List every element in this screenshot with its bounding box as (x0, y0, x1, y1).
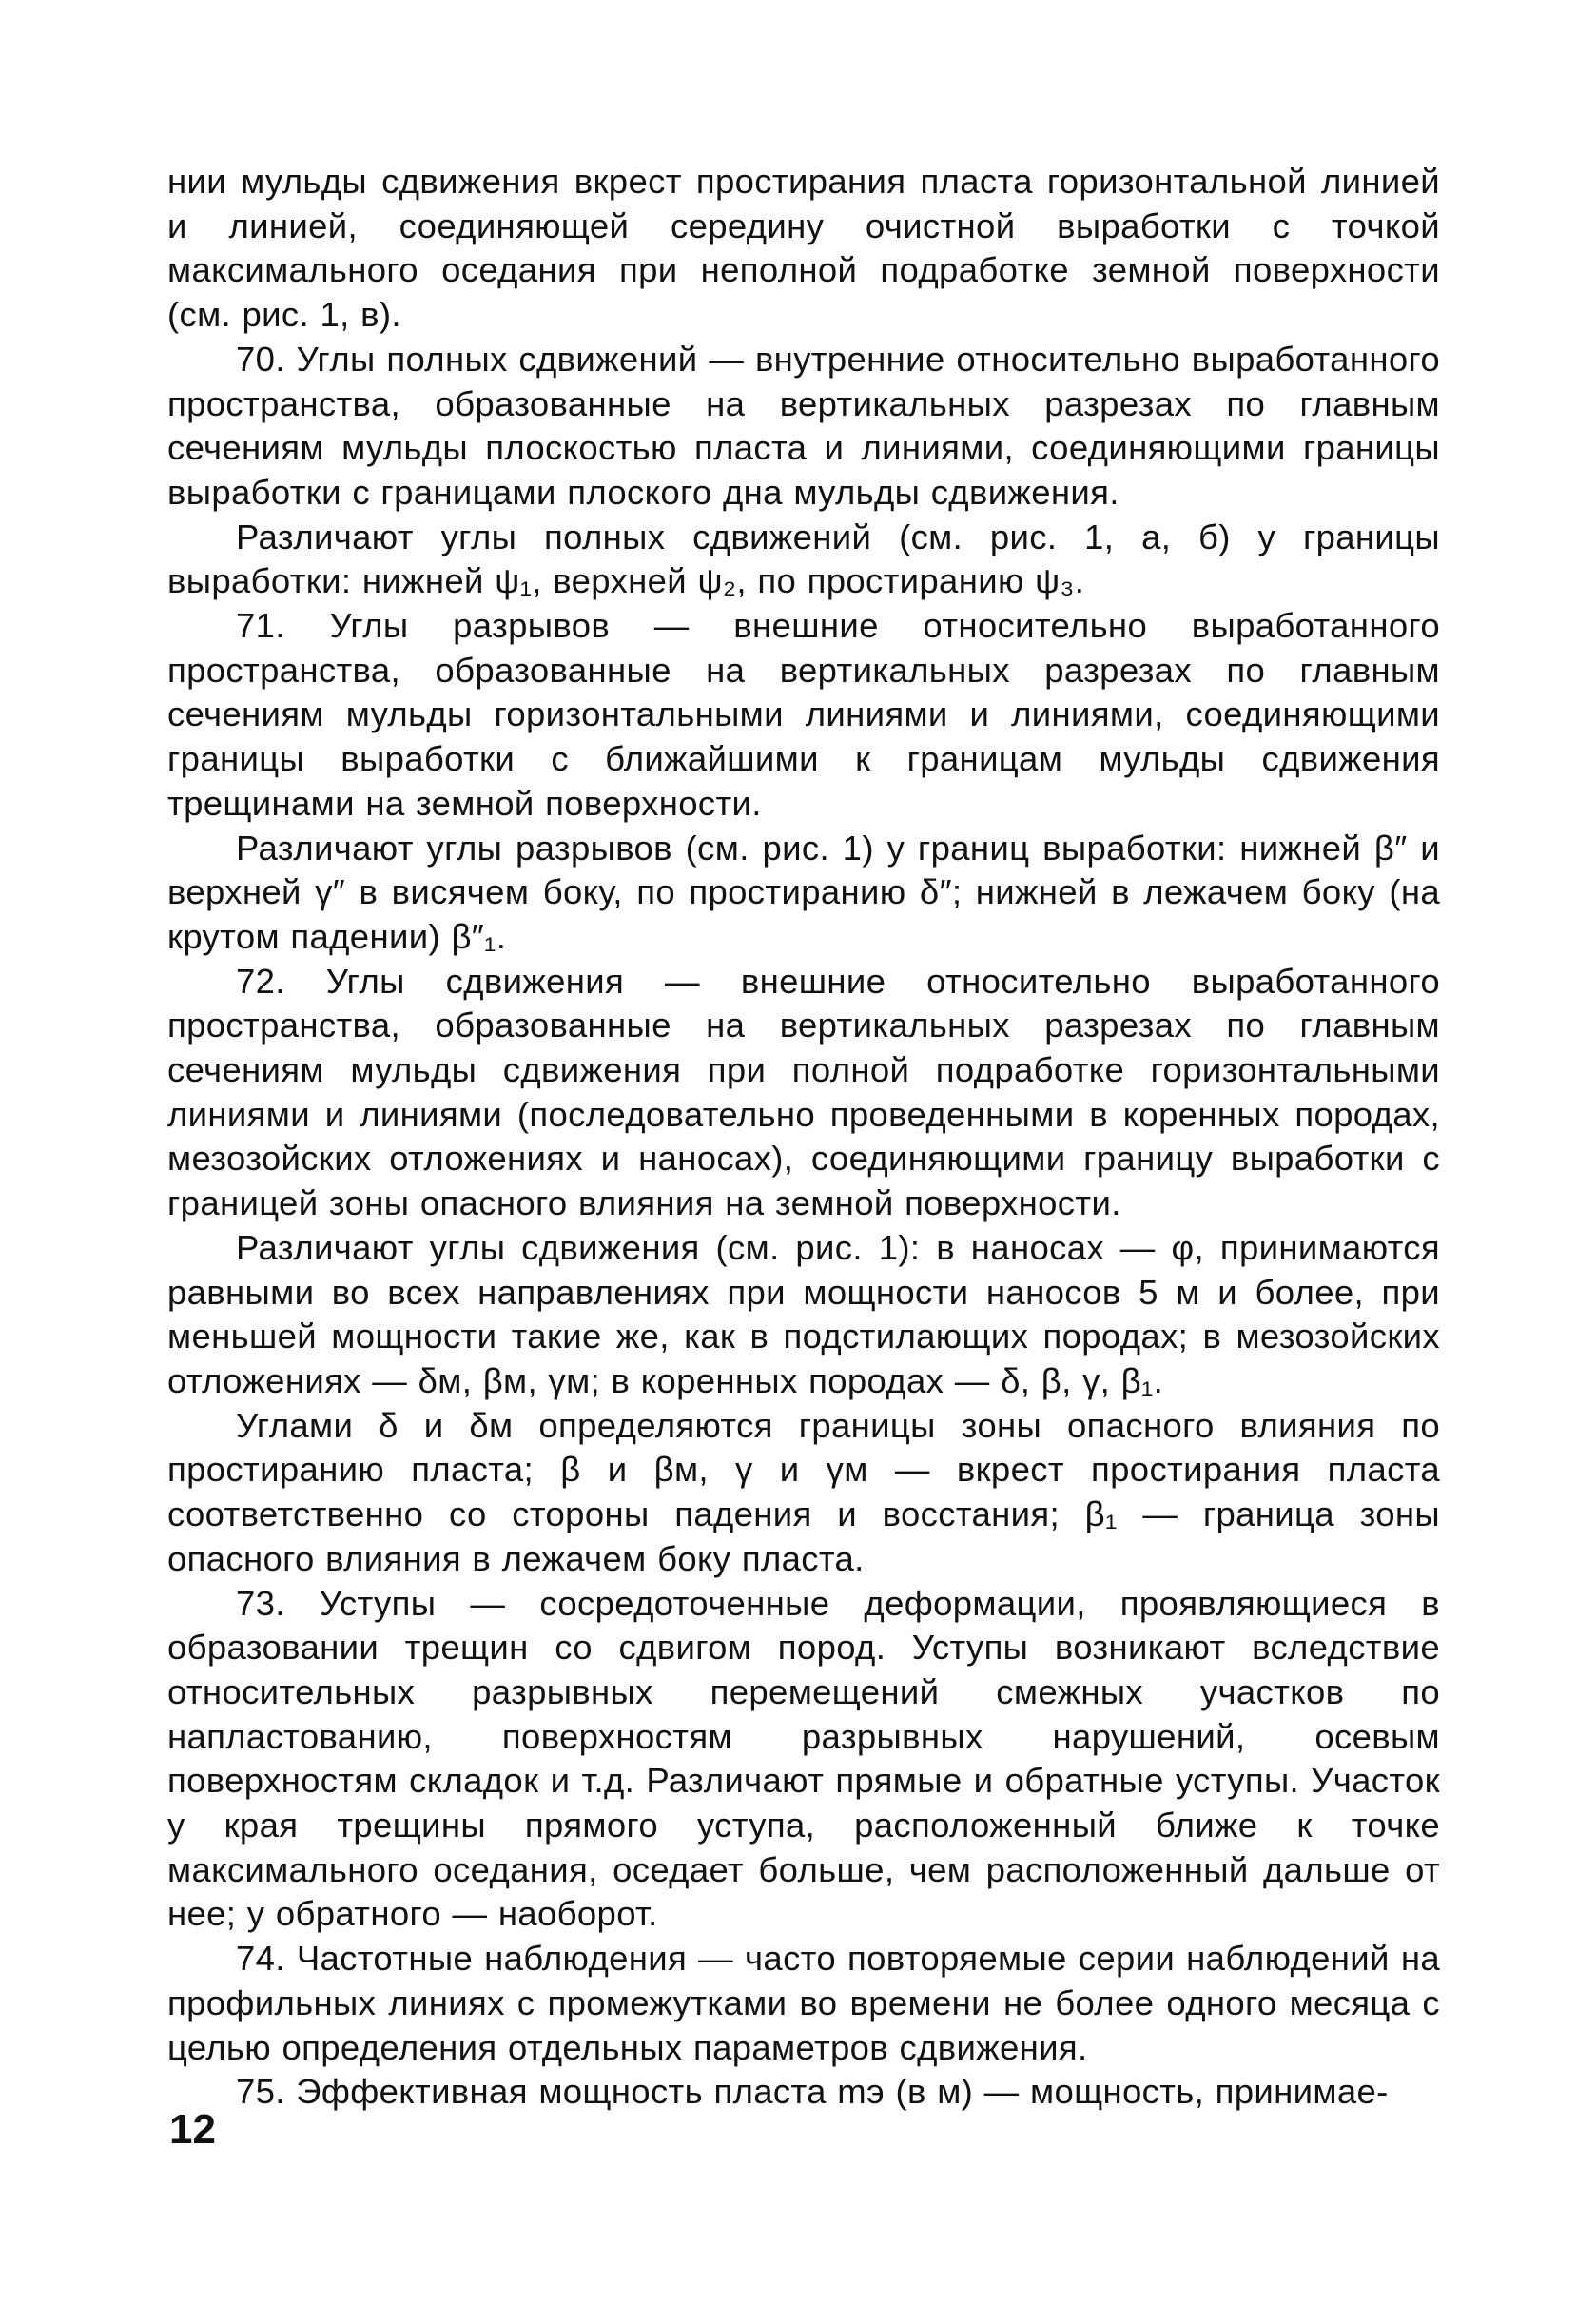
paragraph-item-75: 75. Эффективная мощность пласта mэ (в м) — мощность, принимае- (236, 2072, 1389, 2112)
page-body (167, 160, 1440, 2115)
paragraph-item-70: 70. Углы полных сдвижений — внутренние относительно выработанного пространства, образованные на вертикальных разрезах по главным сечениям мульды плоскостью пласта и линиями, соединяющими границы выработки с границами плоского дна мульды сдвижения. (167, 339, 1440, 512)
paragraph-item-72: 72. Углы сдвижения — внешние относительно выработанного пространства, образованные на вертикальных разрезах по главным сечениям мульды сдвижения при полной подработке горизонтальными линиями и линиями (последовательно проведенными в коренных породах, мезозойских отложениях и наносах), соединяющими границу выработки с границей зоны опасного влияния на земной поверхности. (167, 961, 1440, 1223)
paragraph-continuation: нии мульды сдвижения вкрест простирания пласта горизонтальной линией и линией, соединяющей середину очистной выработки с точкой максимального оседания при неполной подработке земной поверхности (см. рис. 1, в). (167, 162, 1440, 335)
paragraph-item-70-types: Различают углы полных сдвижений (см. рис. 1, а, б) у границы выработки: нижней ψ₁, верхней ψ₂, по простиранию ψ₃. (167, 517, 1440, 601)
paragraph-item-71: 71. Углы разрывов — внешние относительно выработанного пространства, образованные на вертикальных разрезах по главным сечениям мульды горизонтальными линиями и линиями, соединяющими границы выработки с ближайшими к границам мульды сдвижения трещинами на земной поверхности. (167, 606, 1440, 823)
page-number: 12 (169, 2106, 216, 2153)
paragraph-item-71-types: Различают углы разрывов (см. рис. 1) у границ выработки: нижней β″ и верхней γ″ в висячем боку, по простиранию δ″; нижней в лежачем боку (на крутом падении) β″₁. (167, 828, 1440, 956)
paragraph-item-74: 74. Частотные наблюдения — часто повторяемые серии наблюдений на профильных линиях с промежутками во времени не более одного месяца с целью определения отдельных параметров сдвижения. (167, 1939, 1440, 2067)
paragraph-item-72-types: Различают углы сдвижения (см. рис. 1): в наносах — φ, принимаются равными во всех направлениях при мощности наносов 5 м и более, при меньшей мощности такие же, как в подстилающих породах; в мезозойских отложениях — δм, βм, γм; в коренных породах — δ, β, γ, β₁. (167, 1227, 1440, 1400)
paragraph-item-72-angles: Углами δ и δм определяются границы зоны опасного влияния по простиранию пласта; β и βм, γ и γм — вкрест простирания пласта соответственно со стороны падения и восстания; β₁ — граница зоны опасного влияния в лежачем боку пласта. (167, 1405, 1440, 1578)
paragraph-item-73: 73. Уступы — сосредоточенные деформации, проявляющиеся в образовании трещин со сдвигом пород. Уступы возникают вследствие относительных разрывных перемещений смежных участков по напластованию, поверхностям разрывных нарушений, осевым поверхностям складок и т.д. Различают прямые и обратные уступы. Участок у края трещины прямого уступа, расположенный ближе к точке максимального оседания, оседает больше, чем расположенный дальше от нее; у обратного — наоборот. (167, 1583, 1440, 1934)
